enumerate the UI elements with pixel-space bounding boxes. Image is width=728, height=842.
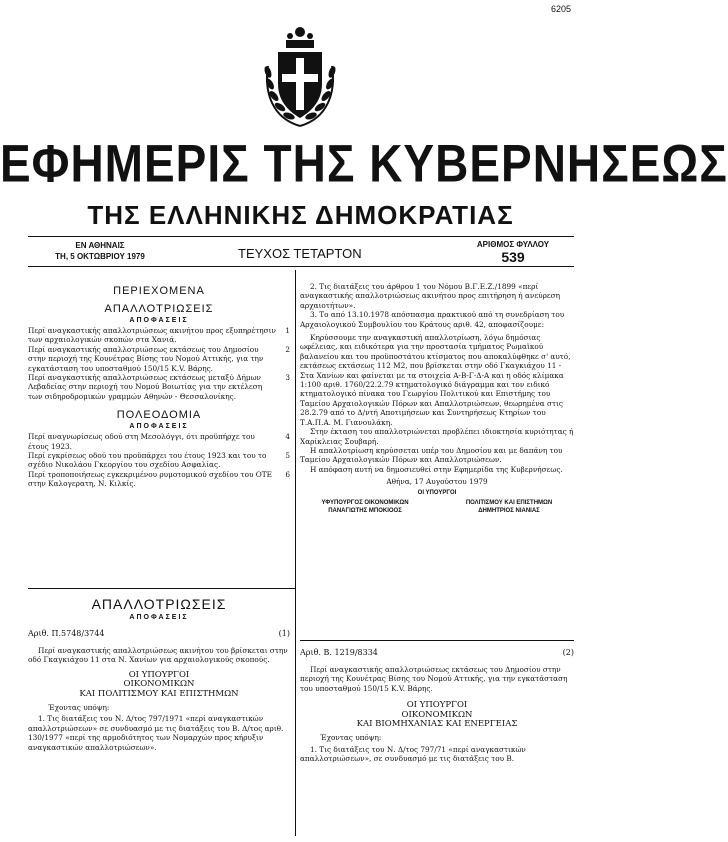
toc-item-number: 2: [285, 344, 290, 354]
header-bottom-rule: [28, 266, 574, 267]
toc-item-text: Περί αναγνωρίσεως οδού στη Μεσολόγγι, ότι προϋπήρχε του έτους 1923.: [28, 432, 255, 451]
article-index: (2): [562, 648, 574, 657]
right-article-2: [300, 648, 574, 764]
toc-heading: ΠΕΡΙΕΧΟΜΕΝΑ: [113, 285, 205, 297]
ministers-line: ΟΙΚΟΝΟΜΙΚΩΝ: [401, 709, 473, 720]
ministers-line: ΟΙΚΟΝΟΜΙΚΩΝ: [123, 679, 195, 690]
signature-block: [300, 499, 430, 515]
article-reference: [300, 648, 574, 657]
having-regard: Έχοντας υπόψη:: [320, 733, 382, 743]
ministers-line: ΚΑΙ ΒΙΟΜΗΧΑΝΙΑΣ ΚΑΙ ΕΝΕΡΓΕΙΑΣ: [356, 719, 518, 730]
toc-item-number: 3: [285, 373, 290, 383]
sheet-number: 539: [501, 249, 525, 265]
article-index: (1): [278, 629, 290, 638]
ministers-line: ΚΑΙ ΠΟΛΙΤΙΣΜΟΥ ΚΑΙ ΕΠΙΣΤΗΜΩΝ: [79, 688, 239, 699]
toc-section-expropriations: ΑΠΑΛΛΟΤΡΙΩΣΕΙΣ: [104, 303, 214, 315]
article-heading: ΑΠΑΛΛΟΤΡΙΩΣΕΙΣ: [91, 596, 227, 612]
toc-item-number: 5: [285, 451, 290, 461]
toc-section-expropriations-sub: ΑΠΟΦΑΣΕΙΣ: [129, 317, 189, 324]
paragraph: Η απόφαση αυτή να δημοσιευθεί στην Εφημερίδα της Κυβερνήσεως.: [310, 464, 563, 474]
signature-role: ΠΟΛΙΤΙΣΜΟΥ ΚΑΙ ΕΠΙΣΤΗΜΩΝ: [465, 499, 553, 506]
issue-label: ΤΕΥΧΟΣ ΤΕΤΑΡΤΟΝ: [238, 246, 362, 261]
toc-item: [28, 451, 290, 470]
sheet-number-block: [468, 240, 558, 265]
sheet-label: ΑΡΙΘΜΟΣ ΦΥΛΛΟΥ: [476, 240, 550, 249]
header-top-rule: [28, 236, 574, 237]
gazette-title: ΕΦΗΜΕΡΙΣ ΤΗΣ ΚΥΒΕΡΝΗΣΕΩΣ: [0, 133, 728, 193]
ministers-line: ΟΙ ΥΠΟΥΡΓΟΙ: [406, 700, 468, 711]
gazette-subtitle: ΤΗΣ ΕΛΛΗΝΙΚΗΣ ΔΗΜΟΚΡΑΤΙΑΣ: [87, 200, 514, 230]
right-section-rule: [300, 640, 574, 641]
toc-item-text: Περί αναγκαστικής απαλλοτριώσεως ακινήτου προς εξυπηρέτησιν των αρχαιολογικών σκοπών στα Χανιά.: [28, 326, 276, 345]
toc-list-2: [28, 432, 290, 488]
article-body: 1. Τις διατάξεις του Ν. Δ/τος 797/1971 «περί αναγκαστικών απαλλοτριώσεων» σε συνδυασμό με τις διατάξεις του Β. Δ/τος αριθ. 130/1977 «περί της αρμοδιότητος των Νομαρχών προς κήρυξιν αναγκαστικών απαλλοτριώσεων».: [28, 714, 284, 752]
toc-item-number: 4: [285, 432, 290, 442]
toc-list-1: [28, 326, 290, 401]
toc-item: [28, 470, 290, 489]
issue-date-block: [40, 240, 160, 262]
issue-date: ΤΗ, 5 ΟΚΤΩΒΡΙΟΥ 1979: [55, 252, 145, 261]
coat-of-arms-emblem: [262, 22, 338, 132]
paragraph: Κηρύσσουμε την αναγκαστική απαλλοτρίωση, λόγω δημόσιας ωφέλειας, και ειδικότερα για την προστασία τμήματος Ρωμαϊκού βαλανείου και του προϋποστάτου κτίσματος που αποκαλύφθηκε σ' αυτό, εκτάσεως εκτάσεως 112 Μ2, που βρίσκεται στην οδό Γκαγκιάχου 11 - Στα Χανίων και φαίνεται με τα στοιχεία Α-Β-Γ-Δ-Α και η οδός κλίμακα 1:100 αριθ. 1760/22.2.79 κτηματολογικό διάγραμμα και τον ειδικό κτηματολογικό πίνακα του Γεωργίου Πολιτικού και Επιστήμης του Ταμείου Αρχαιολογικών Πόρων και Απαλλοτριώσεων, θεωρημένα στις 28.2.79 από το Δ/ντή Αποτιμήσεων και Συντηρήσεως Κτηρίων του Τ.Α.Π.Α. Μ. Γιανουλάκη.: [300, 333, 571, 427]
toc-item-text: Περί αναγκαστικής απαλλοτριώσεως εκτάσεως του Δημοσίου στην περιοχή της Κουνέτρας Βίσης του Νομού Αττικής, για την εγκατάσταση του υποσταθμού 150/15 Κ.V. Βάρης.: [28, 344, 264, 373]
left-section-rule: [28, 588, 295, 589]
left-article: [28, 596, 290, 752]
toc-item-number: 1: [285, 326, 290, 335]
toc-item-text: Περί τροποποιήσεως εγκεκριμένου ρυμοτομικού σχεδίου του ΟΤΕ στην Καλογερατη, Ν. Κιλκίς.: [28, 469, 272, 489]
toc-section-urban-planning-sub: ΑΠΟΦΑΣΕΙΣ: [129, 423, 189, 431]
toc-section-urban-planning: ΠΟΛΕΟΔΟΜΙΑ: [116, 409, 202, 422]
ministers-title: [300, 701, 574, 729]
page-number: 6205: [550, 4, 571, 14]
issue-place: ΕΝ ΑΘΗΝΑΙΣ: [75, 241, 125, 250]
signatures: [300, 499, 574, 515]
right-article-continued: [300, 282, 574, 515]
paragraph: 2. Τις διατάξεις του άρθρου 1 του Νόμου Β.Γ.Ε.Ζ./1899 «περί αναγκαστικής απαλλοτριώσεως ακινήτου προς επιτήρηση ή ανεύρεση αρχαιοτήτων».: [300, 282, 561, 310]
article-subheading: ΑΠΟΦΑΣΕΙΣ: [129, 614, 189, 621]
toc-item-text: Περί εγκρίσεως οδού του προϋπάρχει του έτους 1923 και του το σχέδιο Νικολάου Γκεοργίου του σχεδίου Ασφαλίας.: [28, 451, 267, 470]
paragraph: Στην έκταση του απαλλοτριώνεται προβλέπει ιδιοκτησία κυριότητας ή Χαρίκλειας Σουβαρή.: [300, 427, 574, 446]
table-of-contents: [28, 285, 290, 489]
toc-item-text: Περί αναγκαστικής απαλλοτριώσεως εκτάσεως μεταξύ Δήμων Λεβαδείας στην περιοχή του Νομού Βοιωτίας για την εκτέλεση των σιδηροδρομικών γραμμών Αθηνών - Θεσσαλονίκης.: [28, 373, 263, 401]
toc-item: [28, 345, 290, 373]
signature-name: ΔΗΜΗΤΡΙΟΣ ΝΙΑΝΙΑΣ: [478, 507, 540, 514]
signing-date: Αθήνα, 17 Αυγούστου 1979: [386, 477, 488, 487]
ministers-label: ΟΙ ΥΠΟΥΡΓΟΙ: [417, 489, 457, 496]
signature-block: [444, 499, 574, 515]
toc-item-number: 6: [285, 469, 290, 479]
ministers-line: ΟΙ ΥΠΟΥΡΓΟΙ: [128, 669, 190, 680]
having-regard: Έχοντας υπόψη:: [48, 703, 110, 713]
paragraph: 3. Το από 13.10.1978 απόσπασμα πρακτικού από τη συνεδρίαση του Αρχαιολογικού Συμβουλίου του Κράτους αριθ. 42, αποφασίζουμε:: [300, 310, 565, 329]
toc-item: [28, 373, 290, 401]
paragraph: Η απαλλοτρίωση κηρύσσεται υπέρ του Δημοσίου και με δαπάνη του Ταμείου Αρχαιολογικών Πόρων και Απαλλοτριώσεων.: [300, 445, 563, 465]
article-reference: [28, 629, 290, 638]
ministers-title: [28, 671, 290, 699]
column-divider: [295, 270, 296, 836]
toc-item: [28, 432, 290, 451]
article-intro: Περί αναγκαστικής απαλλοτριώσεως εκτάσεως του Δημοσίου στην περιοχή της Κουνέτρας Βίσης του Νομού Αττικής, για την εγκατάσταση του υποσταθμού 150/15 Κ.V. Βάρης.: [300, 665, 568, 693]
article-ref-number: Αριθ. Β. 1219/8334: [300, 648, 378, 657]
toc-item: [28, 326, 290, 345]
article-ref-number: Αριθ. Π.5748/3744: [28, 629, 105, 638]
signature-role: ΥΦΥΠΟΥΡΓΟΣ ΟΙΚΟΝΟΜΙΚΩΝ: [321, 499, 409, 506]
signature-name: ΠΑΝΑΓΙΩΤΗΣ ΜΠΟΚΙΟΟΣ: [328, 507, 402, 514]
article-body: 1. Τις διατάξεις του Ν. Δ/τος 797/71 «περί αναγκαστικών απαλλοτριώσεων», σε συνδυασμό με τις διατάξεις του Β.: [300, 744, 526, 764]
article-intro: Περί αναγκαστικής απαλλοτριώσεως ακινήτου του βρίσκεται στην οδό Γκαγκιάχου 11 στα Ν. Χανίων για αρχαιολογικούς σκοπούς.: [28, 646, 288, 665]
